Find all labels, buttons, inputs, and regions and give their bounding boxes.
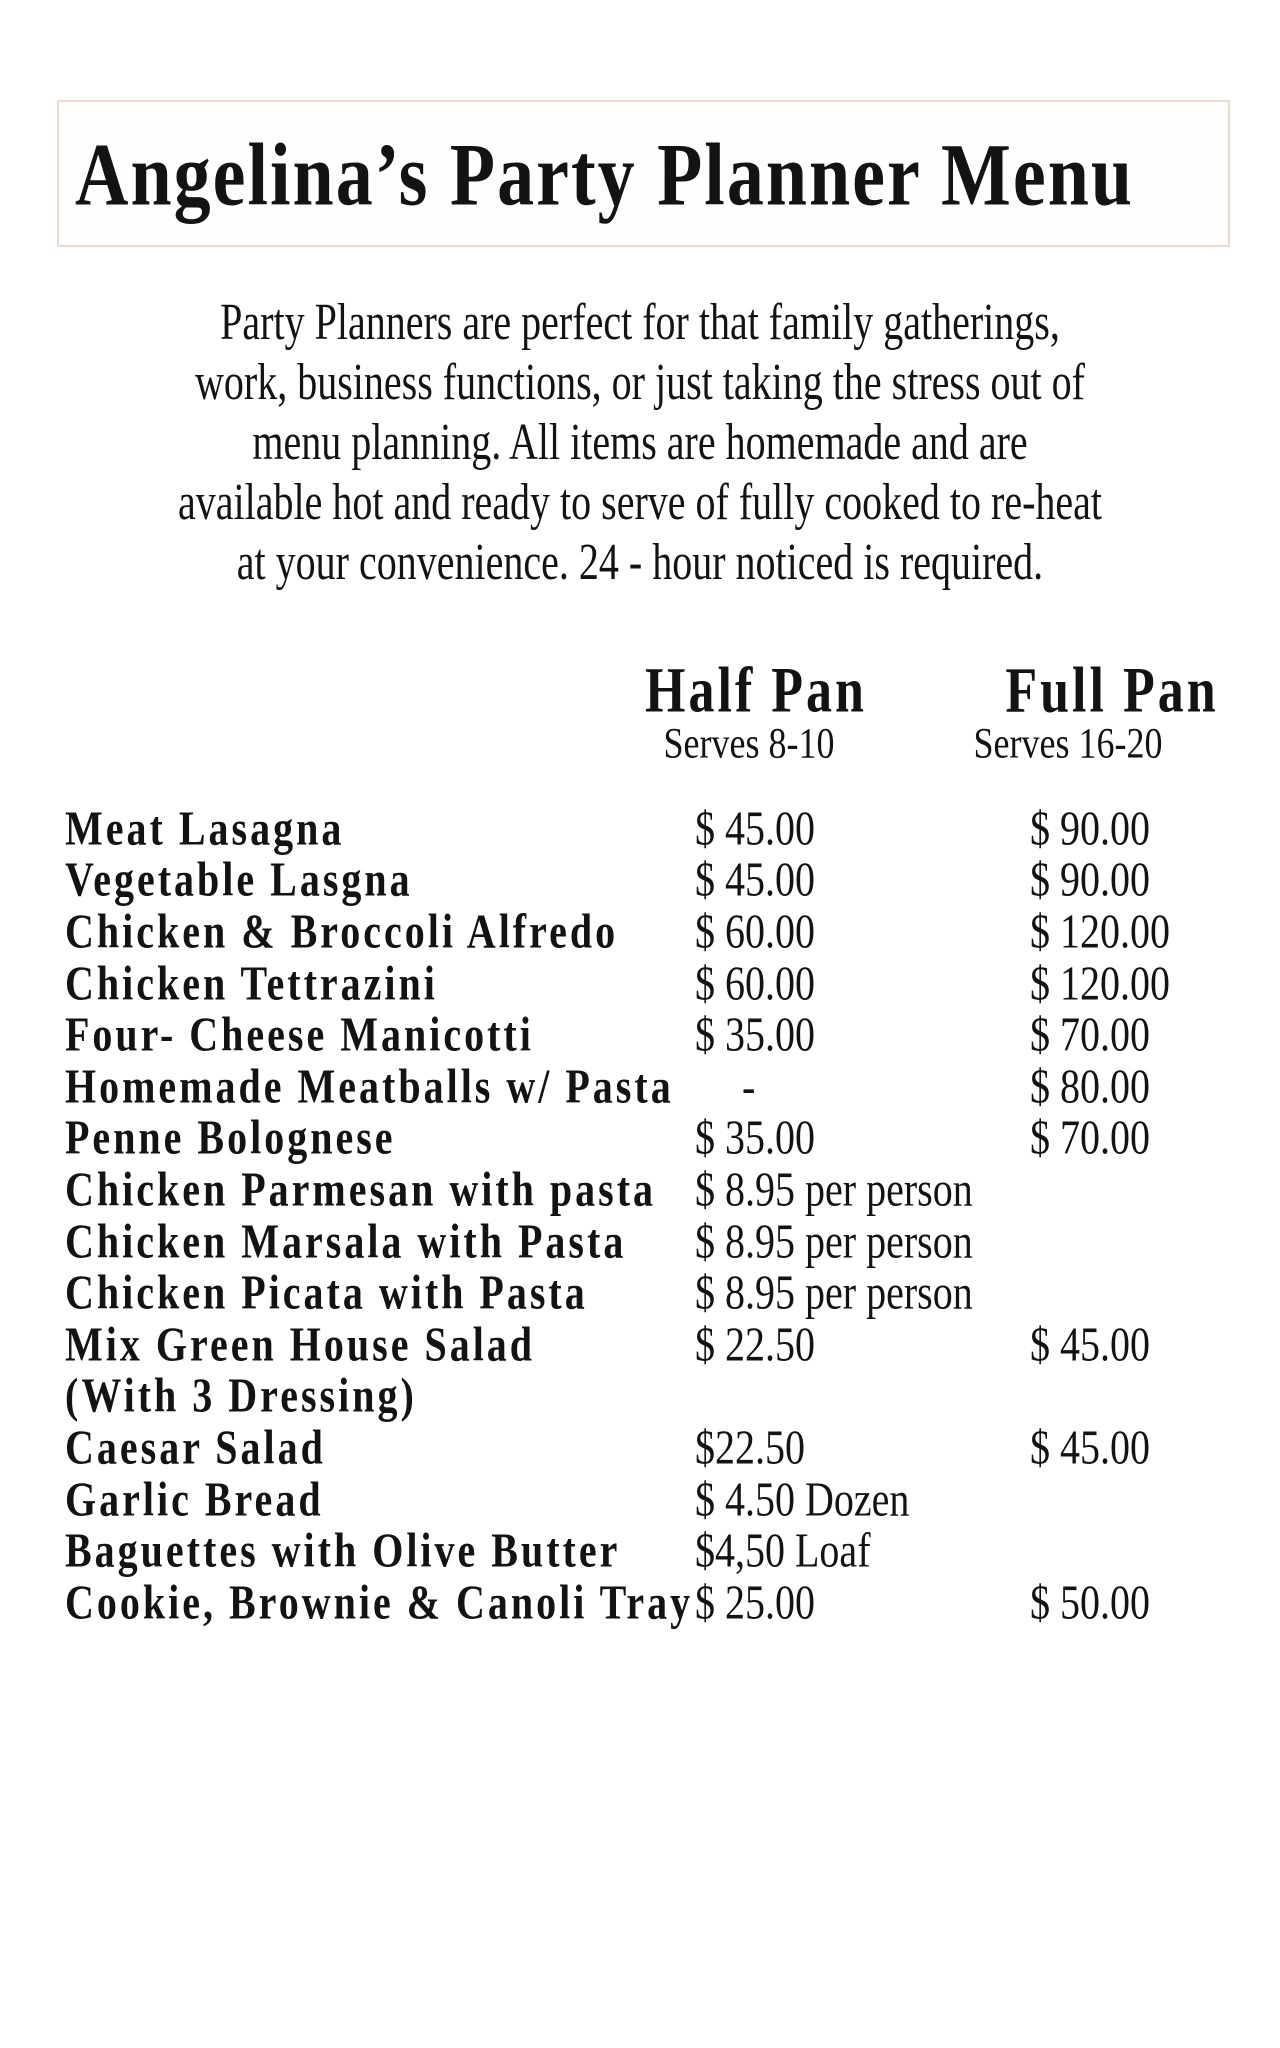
- intro-line: [40, 532, 1240, 592]
- half-pan-price: $ 25.00: [695, 1574, 815, 1630]
- half-pan-price: $4,50 Loaf: [695, 1522, 871, 1578]
- half-pan-price: $ 4.50 Dozen: [695, 1471, 910, 1526]
- half-pan-price: $ 60.00: [695, 903, 815, 959]
- menu-row: [0, 802, 1280, 854]
- full-pan-price: $ 120.00: [1030, 903, 1170, 959]
- item-name: Mix Green House Salad: [65, 1316, 536, 1372]
- menu-row: [0, 1576, 1280, 1628]
- item-name: Garlic Bread: [65, 1471, 324, 1526]
- menu-row: [0, 851, 1280, 907]
- column-header-full-pan: Full Pan: [1005, 655, 1219, 727]
- intro-line-text: work, business functions, or just taking the stress out of: [195, 352, 1085, 411]
- item-name: Chicken Tettrazini: [65, 955, 438, 1011]
- full-pan-price: $ 90.00: [1030, 851, 1150, 907]
- full-pan-price: $ 70.00: [1030, 1109, 1150, 1165]
- item-name: Penne Bolognese: [65, 1109, 396, 1165]
- item-name: Chicken Picata with Pasta: [65, 1264, 588, 1320]
- item-name: Four- Cheese Manicotti: [65, 1006, 534, 1062]
- full-pan-price: $ 50.00: [1030, 1574, 1150, 1630]
- item-name: Meat Lasagna: [65, 800, 345, 856]
- intro-line-text: at your convenience. 24 - hour noticed is required.: [236, 532, 1044, 591]
- menu-table: [0, 802, 1280, 1628]
- item-name: Caesar Salad: [65, 1419, 326, 1475]
- item-name: Chicken & Broccoli Alfredo: [65, 903, 619, 959]
- half-pan-price: $ 35.00: [695, 1109, 815, 1165]
- menu-row: [0, 1318, 1280, 1370]
- menu-row: [0, 1421, 1280, 1473]
- half-pan-price: $ 8.95 per person: [695, 1264, 973, 1320]
- half-pan-price: $ 35.00: [695, 1006, 815, 1062]
- intro-line-text: available hot and ready to serve of fully cooked to re-heat: [177, 472, 1103, 531]
- intro-line-text: Party Planners are perfect for that family gatherings,: [220, 292, 1060, 351]
- menu-row: [0, 957, 1280, 1009]
- full-pan-price: $ 45.00: [1030, 1316, 1150, 1372]
- half-pan-price: -: [742, 1058, 756, 1114]
- half-pan-price: $ 8.95 per person: [695, 1213, 973, 1268]
- half-pan-price: $ 22.50: [695, 1316, 815, 1372]
- full-pan-price: $ 80.00: [1030, 1058, 1150, 1114]
- menu-row: [0, 1266, 1280, 1318]
- column-subtitle-half-pan: Serves 8-10: [663, 719, 835, 767]
- menu-row: [0, 1473, 1280, 1525]
- intro-line-text: menu planning. All items are homemade and are: [252, 412, 1028, 471]
- menu-row: [0, 1367, 1280, 1423]
- half-pan-price: $ 8.95 per person: [695, 1161, 973, 1217]
- menu-row: [0, 1163, 1280, 1215]
- half-pan-price: $ 45.00: [695, 800, 815, 856]
- menu-row: [0, 1109, 1280, 1165]
- half-pan-price: $ 60.00: [695, 955, 815, 1011]
- menu-row: [0, 1215, 1280, 1267]
- full-pan-price: $ 70.00: [1030, 1006, 1150, 1062]
- item-name: Homemade Meatballs w/ Pasta: [65, 1058, 674, 1114]
- half-pan-price: $ 45.00: [695, 851, 815, 907]
- column-subtitle-full-pan: Serves 16-20: [973, 719, 1163, 767]
- half-pan-price: $22.50: [695, 1419, 805, 1475]
- menu-row: [0, 905, 1280, 957]
- menu-row: [0, 1524, 1280, 1576]
- item-name: (With 3 Dressing): [65, 1367, 417, 1423]
- full-pan-price: $ 45.00: [1030, 1419, 1150, 1475]
- full-pan-price: $ 90.00: [1030, 800, 1150, 856]
- item-name: Chicken Parmesan with pasta: [65, 1161, 657, 1217]
- item-name: Baguettes with Olive Butter: [65, 1522, 621, 1578]
- page-title: Angelina’s Party Planner Menu: [75, 126, 1135, 226]
- menu-row: [0, 1008, 1280, 1060]
- menu-row: [0, 1060, 1280, 1112]
- item-name: Cookie, Brownie & Canoli Tray: [65, 1574, 694, 1630]
- item-name: Chicken Marsala with Pasta: [65, 1213, 627, 1268]
- intro-paragraph: [40, 292, 1240, 592]
- full-pan-price: $ 120.00: [1030, 955, 1170, 1011]
- column-header-half-pan: Half Pan: [645, 655, 867, 727]
- item-name: Vegetable Lasgna: [65, 851, 413, 907]
- title-box: [57, 100, 1230, 247]
